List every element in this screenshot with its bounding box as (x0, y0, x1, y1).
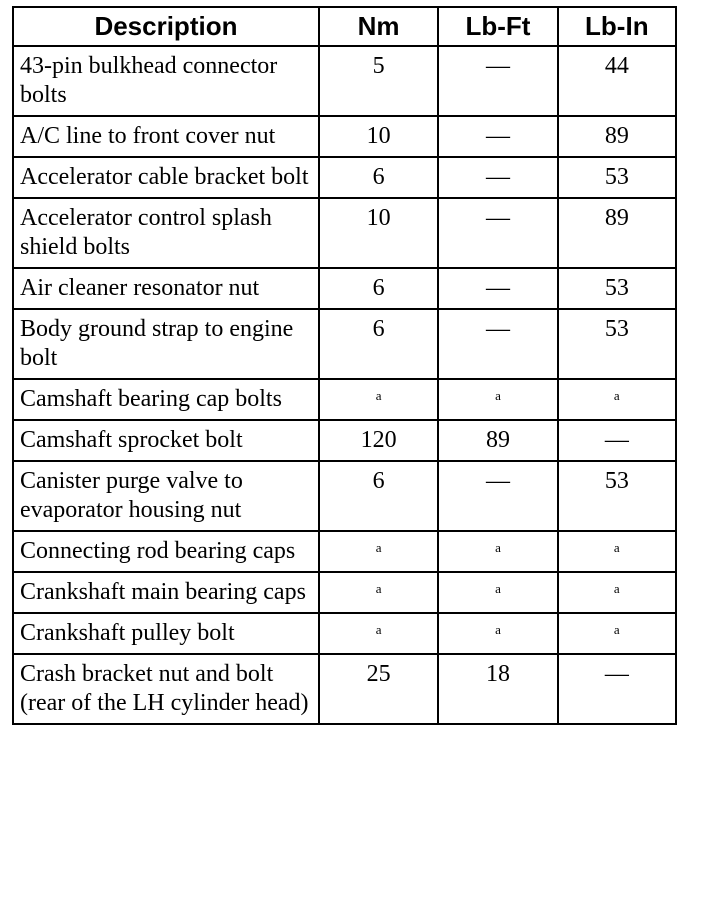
cell-lbft-value: 89 (485, 427, 510, 453)
table-row (13, 309, 676, 379)
cell-description (13, 379, 319, 420)
cell-nm (319, 46, 438, 116)
cell-lbin-value: 89 (604, 205, 629, 231)
cell-lbin-value: a (613, 622, 620, 637)
cell-description (13, 198, 319, 268)
cell-nm-value: a (375, 388, 382, 403)
cell-description (13, 46, 319, 116)
cell-lbft (438, 309, 557, 379)
cell-lbft (438, 198, 557, 268)
torque-spec-table (12, 6, 677, 725)
cell-lbft (438, 420, 557, 461)
cell-lbin-value: a (613, 540, 620, 555)
cell-lbin (558, 379, 676, 420)
cell-description-value: Air cleaner resonator nut (20, 275, 260, 301)
cell-description (13, 461, 319, 531)
cell-nm (319, 420, 438, 461)
cell-nm-value: 120 (360, 427, 397, 453)
cell-lbft (438, 379, 557, 420)
cell-lbin-value: — (604, 427, 629, 453)
cell-lbin (558, 198, 676, 268)
cell-lbft (438, 531, 557, 572)
cell-nm-value: 10 (366, 123, 391, 149)
cell-lbin-value: a (613, 388, 620, 403)
cell-lbft (438, 157, 557, 198)
header-row (13, 7, 676, 46)
header-lbft: Lb-Ft (438, 7, 557, 46)
cell-description-value: Camshaft bearing cap bolts (20, 386, 282, 412)
cell-description (13, 157, 319, 198)
cell-lbin (558, 572, 676, 613)
cell-description-value: Crankshaft pulley bolt (20, 620, 235, 646)
table-row (13, 420, 676, 461)
cell-nm-value: 10 (366, 205, 391, 231)
cell-description-value: Crankshaft main bearing caps (20, 579, 306, 605)
cell-lbin-value: 89 (604, 123, 629, 149)
table-row (13, 531, 676, 572)
cell-nm-value: 6 (372, 316, 385, 342)
cell-description (13, 116, 319, 157)
cell-description-value: Connecting rod bearing caps (20, 538, 296, 564)
cell-lbft (438, 613, 557, 654)
cell-nm (319, 613, 438, 654)
table-row (13, 46, 676, 116)
cell-lbft (438, 572, 557, 613)
cell-lbin (558, 116, 676, 157)
cell-nm-value: a (375, 540, 382, 555)
cell-lbft-value: a (495, 581, 501, 596)
cell-description (13, 268, 319, 309)
cell-lbft-value: a (495, 622, 501, 637)
cell-lbin-value: 44 (604, 53, 629, 79)
cell-description-value: 43-pin bulkhead connector bolts (20, 53, 278, 108)
header-nm: Nm (319, 7, 438, 46)
cell-description-value: Accelerator cable bracket bolt (20, 164, 309, 190)
cell-lbft (438, 116, 557, 157)
cell-lbft-value: — (485, 53, 510, 79)
header-lbin: Lb-In (558, 7, 676, 46)
cell-nm-value: a (375, 581, 382, 596)
table-row (13, 268, 676, 309)
cell-lbin (558, 420, 676, 461)
cell-lbin-value: 53 (604, 468, 629, 494)
cell-lbin (558, 461, 676, 531)
cell-description-value: Body ground strap to engine bolt (20, 316, 294, 371)
table-row (13, 379, 676, 420)
cell-description-value: Crash bracket nut and bolt (rear of the LH cylinder head) (20, 661, 309, 716)
cell-lbft-value: 18 (485, 661, 510, 687)
cell-lbin (558, 309, 676, 379)
cell-description (13, 531, 319, 572)
cell-lbft (438, 654, 557, 724)
cell-lbft (438, 268, 557, 309)
cell-description (13, 309, 319, 379)
cell-lbin (558, 46, 676, 116)
cell-description (13, 654, 319, 724)
cell-description-value: Canister purge valve to evaporator housing nut (20, 468, 243, 523)
cell-lbin (558, 613, 676, 654)
table-row (13, 572, 676, 613)
table-row (13, 116, 676, 157)
cell-lbin-value: — (604, 661, 629, 687)
cell-nm-value: a (375, 622, 382, 637)
cell-lbft-value: — (485, 316, 510, 342)
table-body (13, 46, 676, 724)
cell-nm-value: 25 (366, 661, 391, 687)
cell-description (13, 572, 319, 613)
cell-lbin-value: 53 (604, 164, 629, 190)
cell-lbft-value: — (485, 123, 510, 149)
cell-lbin (558, 268, 676, 309)
cell-lbft-value: a (495, 388, 501, 403)
cell-lbft (438, 461, 557, 531)
cell-nm-value: 6 (372, 164, 385, 190)
cell-lbin (558, 157, 676, 198)
cell-nm-value: 5 (372, 53, 385, 79)
cell-lbft (438, 46, 557, 116)
cell-lbin-value: 53 (604, 316, 629, 342)
cell-description-value: Camshaft sprocket bolt (20, 427, 243, 453)
cell-nm (319, 268, 438, 309)
cell-nm (319, 116, 438, 157)
cell-lbft-value: — (485, 275, 510, 301)
table-row (13, 461, 676, 531)
cell-lbft-value: — (485, 164, 510, 190)
cell-lbin-value: a (613, 581, 620, 596)
cell-nm (319, 309, 438, 379)
cell-nm (319, 531, 438, 572)
cell-lbft-value: — (485, 205, 510, 231)
cell-nm (319, 654, 438, 724)
table-row (13, 157, 676, 198)
cell-lbin (558, 531, 676, 572)
cell-nm (319, 379, 438, 420)
table-row (13, 198, 676, 268)
cell-nm (319, 461, 438, 531)
table-row (13, 613, 676, 654)
cell-lbin (558, 654, 676, 724)
cell-nm-value: 6 (372, 275, 385, 301)
cell-nm (319, 157, 438, 198)
cell-nm-value: 6 (372, 468, 385, 494)
cell-lbft-value: — (485, 468, 510, 494)
cell-lbft-value: a (495, 540, 501, 555)
cell-nm (319, 198, 438, 268)
cell-lbin-value: 53 (604, 275, 629, 301)
cell-description-value: Accelerator control splash shield bolts (20, 205, 272, 260)
cell-description-value: A/C line to front cover nut (20, 123, 276, 149)
cell-description (13, 420, 319, 461)
cell-description (13, 613, 319, 654)
table-row (13, 654, 676, 724)
header-description: Description (13, 7, 319, 46)
cell-nm (319, 572, 438, 613)
